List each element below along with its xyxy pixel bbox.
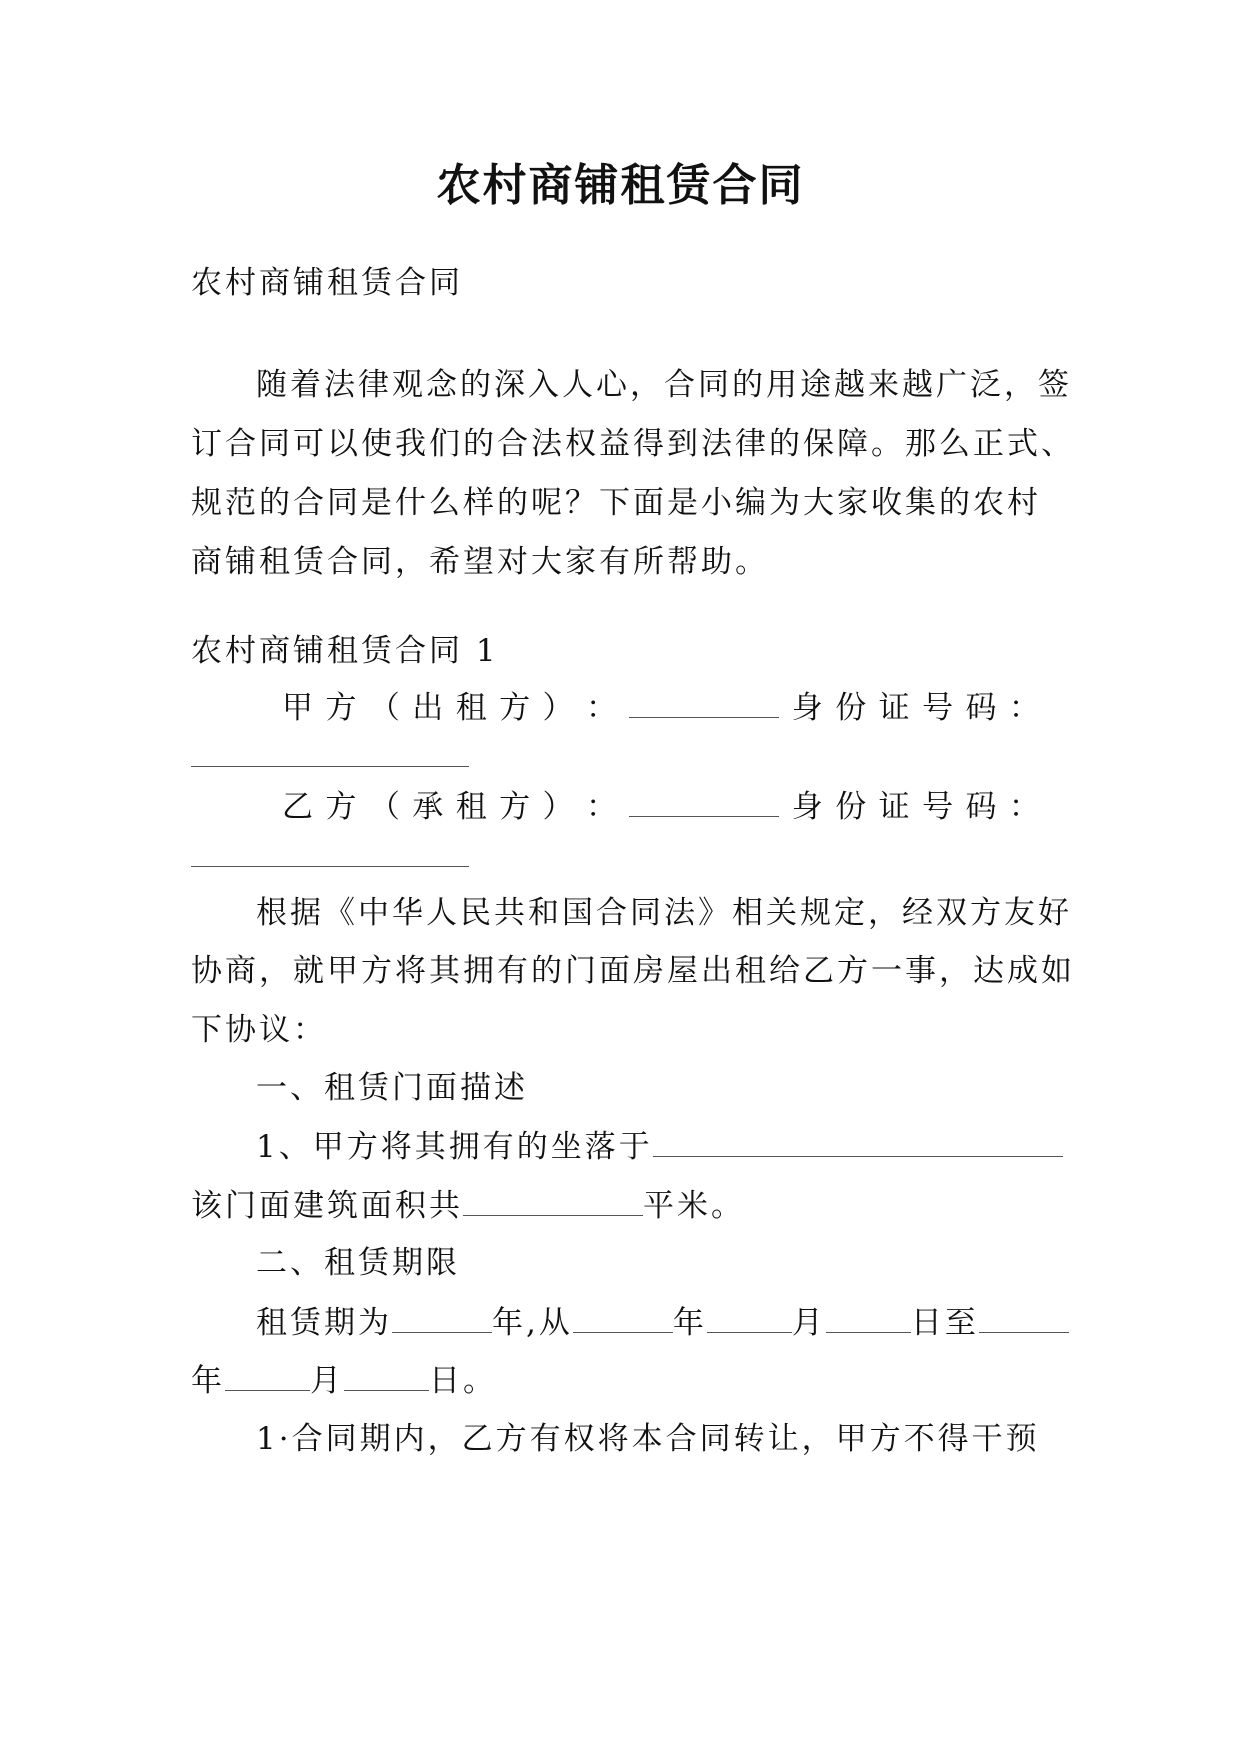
area-prefix: 该门面建筑面积共 — [191, 1188, 463, 1224]
section1-item1-line2 — [191, 1185, 745, 1226]
party-b-char: （ — [368, 789, 400, 825]
party-a-id-char: 份 — [835, 690, 867, 726]
party-a-char: 方 — [499, 690, 531, 726]
party-a-id-char: ： — [1008, 690, 1040, 726]
party-a-char: 租 — [455, 690, 487, 726]
party-b-id-char: 份 — [835, 789, 867, 825]
party-a-id-char: 身 — [791, 690, 823, 726]
party-a-id-char: 证 — [878, 690, 910, 726]
term-end-year: 年 — [191, 1363, 225, 1399]
section2-heading: 二、租赁期限 — [256, 1245, 460, 1281]
party-a-char: （ — [368, 690, 400, 726]
basis-line-2: 协商，就甲方将其拥有的门面房屋出租给乙方一事，达成如 — [191, 953, 1075, 989]
party-a-id-blank — [191, 766, 469, 767]
document-title: 农村商铺租赁合同 — [436, 160, 805, 211]
party-a-char: 方 — [325, 690, 357, 726]
start-month-blank — [707, 1302, 792, 1333]
party-b-id-char: 码 — [965, 789, 997, 825]
party-b-id-char: 证 — [878, 789, 910, 825]
party-b-char: 乙 — [282, 789, 313, 825]
location-blank — [653, 1126, 1063, 1157]
end-month-blank — [225, 1360, 310, 1391]
term-line2 — [191, 1360, 497, 1401]
party-b-id-char: 号 — [922, 789, 954, 825]
party-a-line — [282, 687, 1040, 728]
basis-line-3: 下协议： — [191, 1012, 327, 1048]
term-prefix: 租赁期为 — [256, 1305, 392, 1341]
start-year-blank — [573, 1302, 673, 1333]
document-subtitle: 农村商铺租赁合同 — [191, 265, 463, 301]
party-b-id-char: 身 — [791, 789, 823, 825]
party-b-char: 方 — [325, 789, 357, 825]
party-a-name-blank — [629, 687, 779, 718]
party-a-char: ： — [585, 690, 617, 726]
party-a-id-char: 号 — [922, 690, 954, 726]
section1-heading: 一、租赁门面描述 — [256, 1070, 528, 1106]
term-day-to: 日至 — [910, 1305, 979, 1341]
party-b-char: ） — [542, 789, 574, 825]
end-day-blank — [344, 1360, 429, 1391]
party-a-char: 出 — [412, 690, 444, 726]
end-year-blank-1 — [979, 1302, 1069, 1333]
party-b-id-blank — [191, 866, 469, 867]
intro-line-2: 订合同可以使我们的合法权益得到法律的保障。那么正式、 — [191, 426, 1075, 462]
term-end-month: 月 — [310, 1363, 344, 1399]
party-b-char: 承 — [412, 789, 444, 825]
term-line1 — [256, 1302, 1069, 1343]
area-suffix: 平米。 — [643, 1188, 745, 1224]
term-year: 年 — [672, 1305, 707, 1341]
party-b-char: 租 — [455, 789, 487, 825]
party-b-line — [282, 786, 1040, 827]
party-b-name-blank — [629, 786, 779, 817]
term-year-from: 年,从 — [492, 1305, 573, 1341]
section1-item1-text: 1、甲方将其拥有的坐落于 — [256, 1129, 653, 1165]
party-b-char: ： — [585, 789, 617, 825]
intro-line-4: 商铺租赁合同，希望对大家有所帮助。 — [191, 544, 769, 580]
term-end-day: 日。 — [429, 1363, 497, 1399]
start-day-blank — [826, 1302, 911, 1333]
contract-heading: 农村商铺租赁合同 1 — [191, 633, 499, 669]
intro-line-1: 随着法律观念的深入人心，合同的用途越来越广泛，签 — [256, 367, 1072, 403]
party-a-id-char: 码 — [965, 690, 997, 726]
term-month: 月 — [791, 1305, 826, 1341]
clause1: 1·合同期内，乙方有权将本合同转让，甲方不得干预 — [256, 1421, 1040, 1457]
party-b-id-char: ： — [1008, 789, 1040, 825]
section1-item1-line1 — [256, 1126, 1063, 1167]
intro-line-3: 规范的合同是什么样的呢？下面是小编为大家收集的农村 — [191, 485, 1041, 521]
party-a-char: ） — [542, 690, 574, 726]
party-a-char: 甲 — [282, 690, 313, 726]
term-years-blank — [392, 1302, 492, 1333]
basis-line-1: 根据《中华人民共和国合同法》相关规定，经双方友好 — [256, 895, 1072, 931]
party-b-char: 方 — [499, 789, 531, 825]
area-blank — [463, 1185, 643, 1216]
